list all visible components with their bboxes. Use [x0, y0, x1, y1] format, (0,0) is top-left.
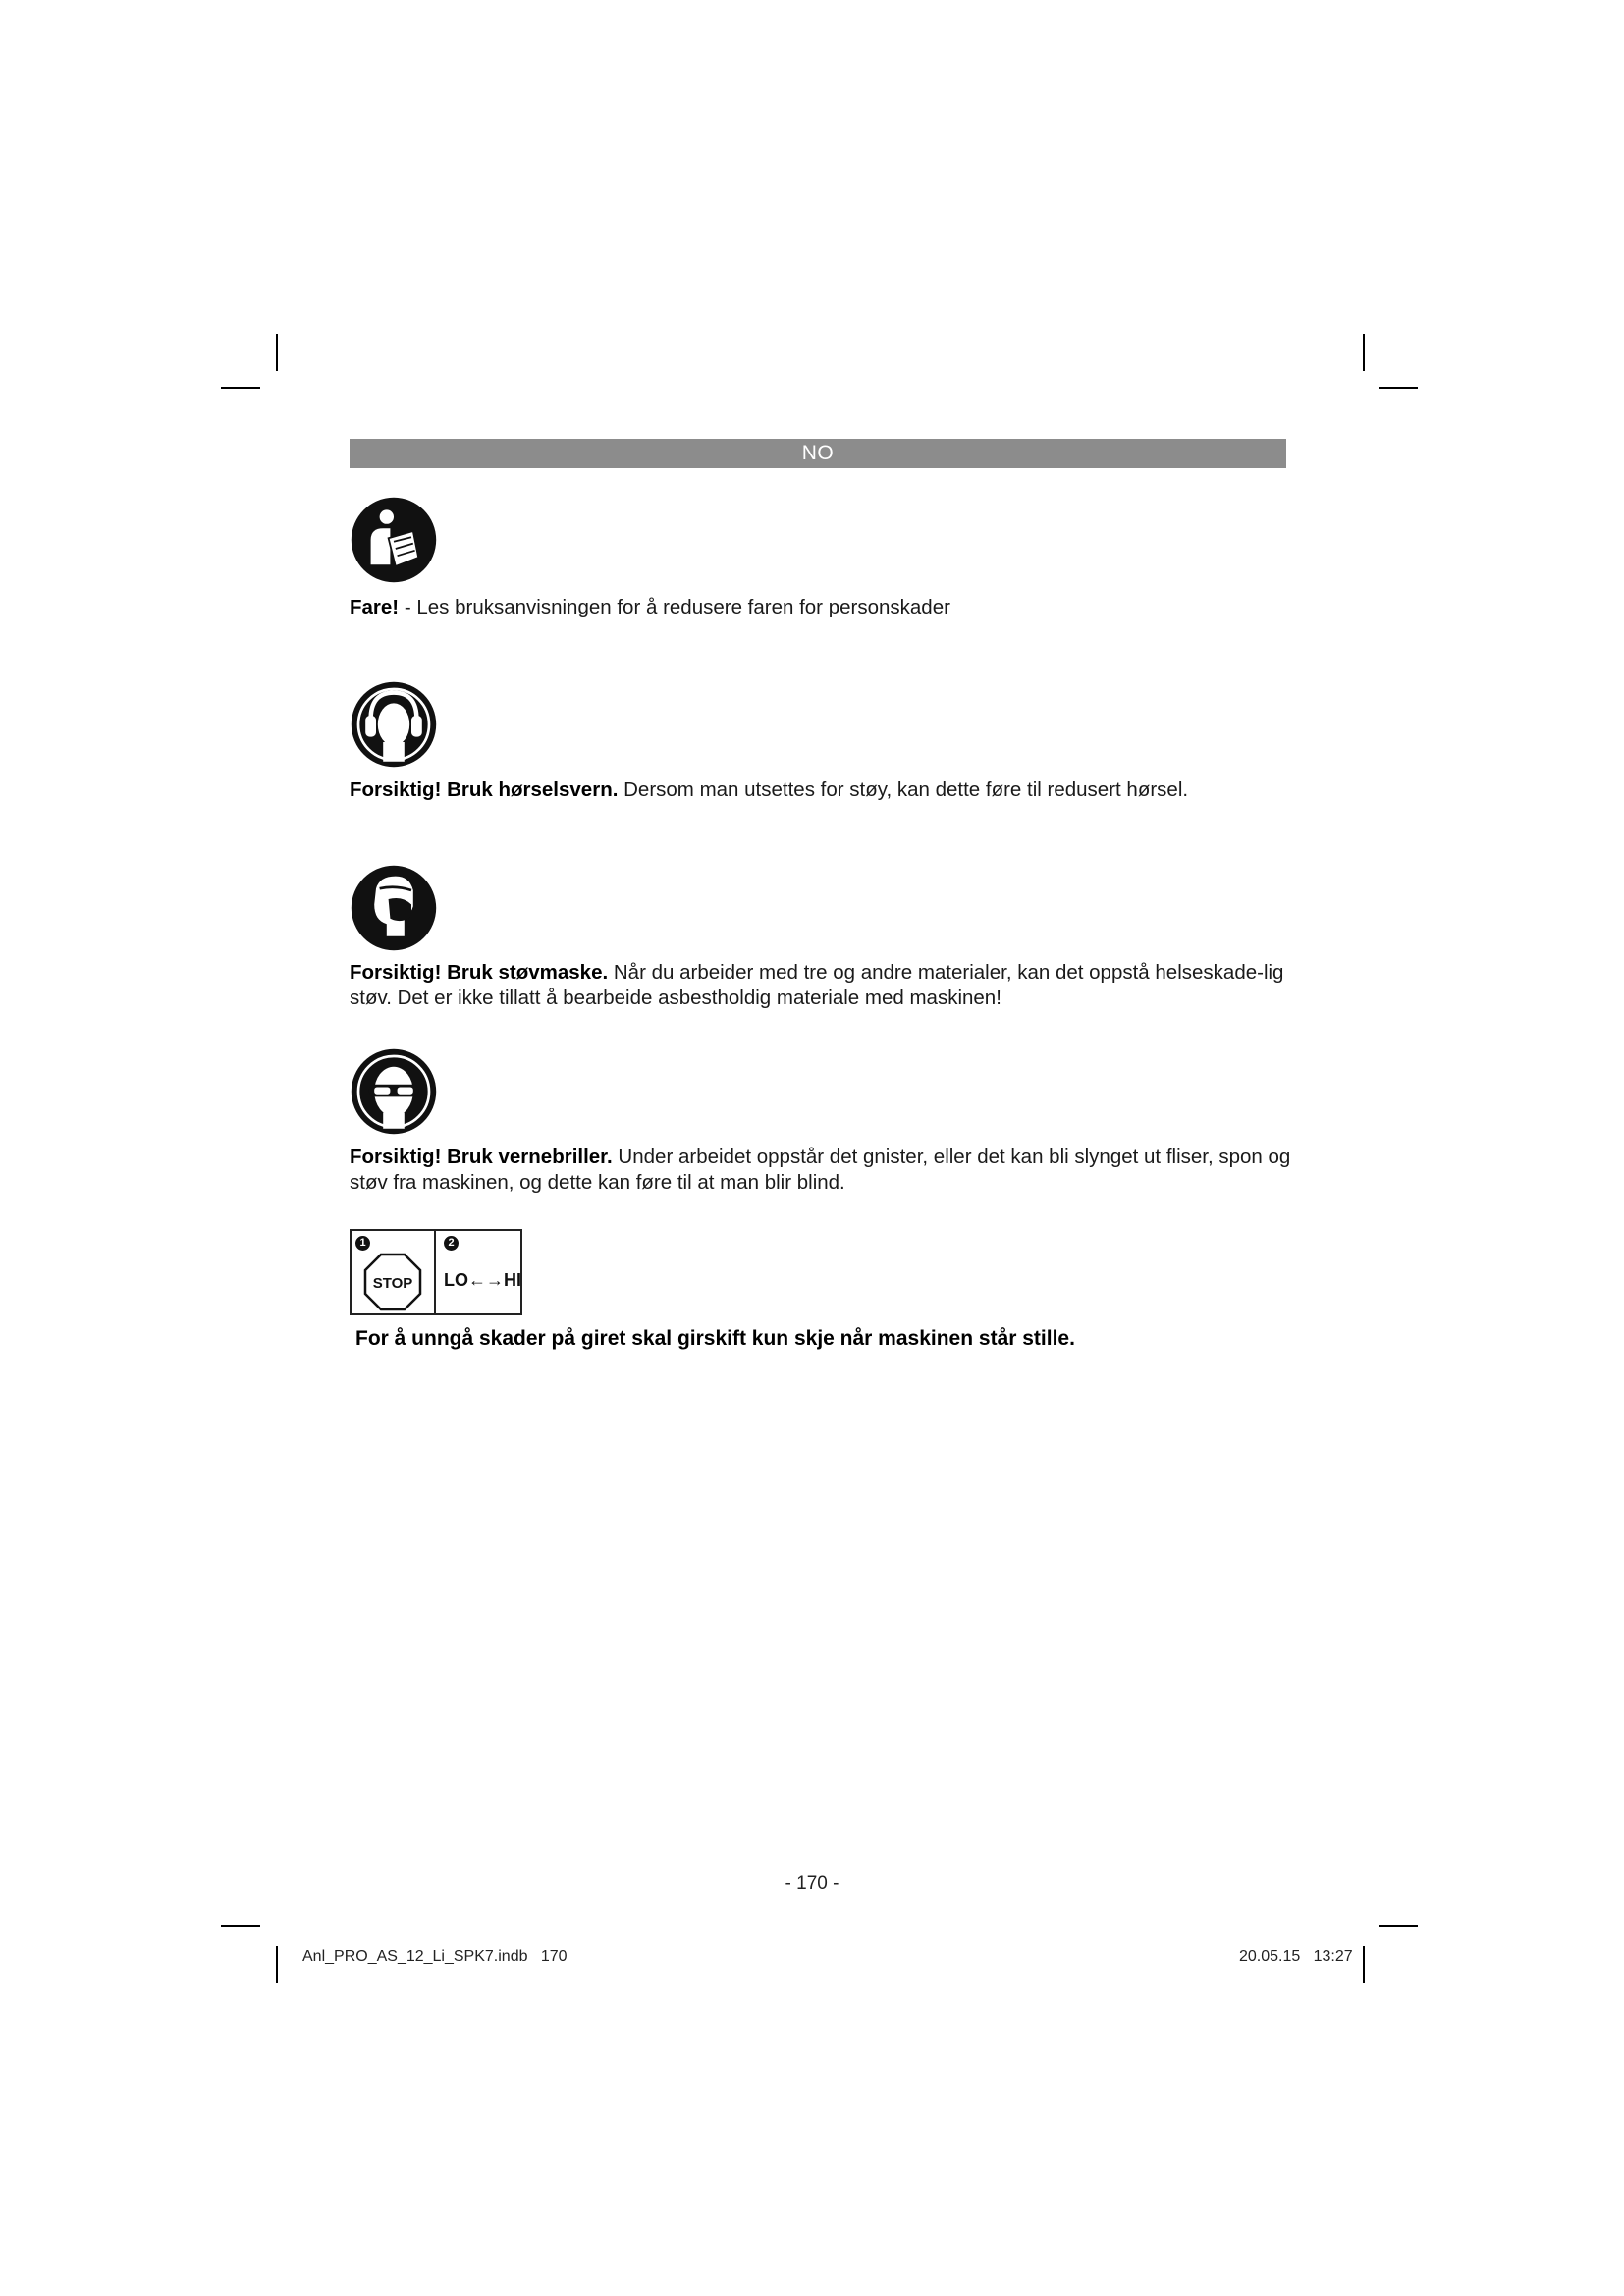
warning-lead: Forsiktig! Bruk hørselsvern.: [350, 778, 619, 801]
crop-mark: [221, 387, 260, 389]
ear-protection-icon: [350, 680, 438, 769]
step-number-badge: 1: [355, 1236, 370, 1251]
crop-mark: [276, 1946, 278, 1983]
footer-filename: Anl_PRO_AS_12_Li_SPK7.indb 170: [302, 1949, 568, 1965]
section-safety-glasses: [350, 1145, 1292, 1196]
warning-text: Dersom man utsettes for støy, kan dette føre til redusert hørsel.: [618, 778, 1189, 801]
warning-lead: Forsiktig! Bruk vernebriller.: [350, 1146, 613, 1168]
crop-mark: [1379, 1925, 1418, 1927]
section-read-manual: [350, 595, 1292, 620]
crop-mark: [1363, 1946, 1365, 1983]
section-dust-mask: [350, 960, 1292, 1011]
warning-text: Under arbeidet oppstår det gnister, eller det kan bli slynget ut fliser, spon og støv fra maskinen, og dette kan føre til at man blir blind.: [350, 1146, 1291, 1194]
warning-lead: Fare!: [350, 596, 400, 618]
crop-mark: [276, 334, 278, 371]
lo-hi-label: LO←→HI: [444, 1270, 521, 1290]
step-number-badge: 2: [444, 1236, 459, 1251]
warning-text: Når du arbeider med tre og andre materialer, kan det oppstå helseskade-lig støv. Det er ikke tillatt å bearbeide asbestholdig materiale med maskinen!: [350, 961, 1284, 1009]
safety-glasses-icon: [350, 1047, 438, 1136]
page-number: - 170 -: [785, 1873, 839, 1894]
gear-switch-panel: [350, 1229, 522, 1315]
stop-label: STOP: [372, 1275, 413, 1292]
warning-text: - Les bruksanvisningen for å redusere faren for personskader: [399, 596, 950, 618]
gear-note: For å unngå skader på giret skal girskift kun skje når maskinen står stille.: [355, 1327, 1075, 1350]
section-ear-protection: [350, 777, 1292, 803]
read-manual-icon: [350, 496, 438, 584]
dust-mask-icon: [350, 864, 438, 952]
footer-date: 20.05.15 13:27: [1239, 1949, 1353, 1965]
language-header: NO: [350, 439, 1286, 468]
crop-mark: [1363, 334, 1365, 371]
crop-mark: [1379, 387, 1418, 389]
stop-sign-icon: [363, 1253, 422, 1311]
crop-mark: [221, 1925, 260, 1927]
panel-divider: [434, 1231, 436, 1313]
warning-lead: Forsiktig! Bruk støvmaske.: [350, 961, 609, 984]
